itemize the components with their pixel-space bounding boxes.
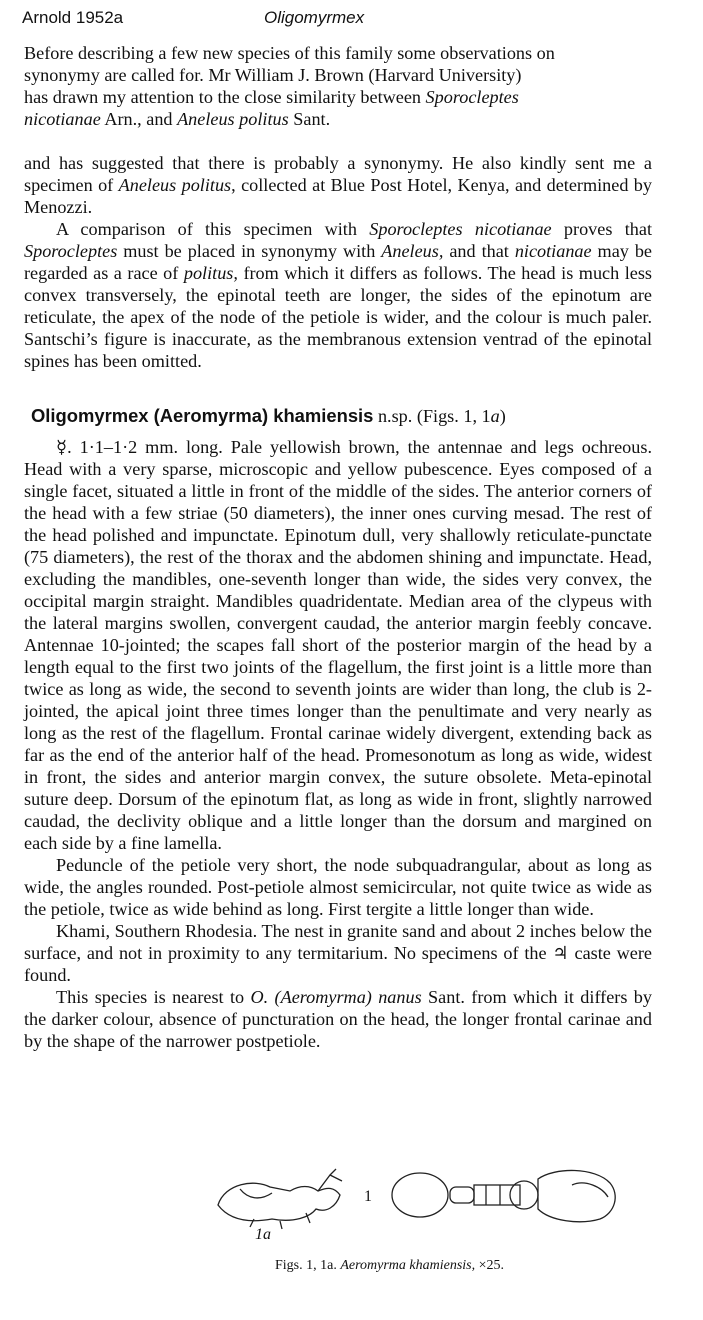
running-header-author: Arnold 1952a <box>22 8 124 27</box>
description-paragraph: ☿. 1·1–1·2 mm. long. Pale yellowish brown, the antennae and legs ochreous. Head with a very sparse, microscopic and yellow pubescence. Eyes composed of a single facet, situated a little in front of the middle of the sides. The anterior corners of the head with a few striae (50 diameters), the inner ones curving mesad. The rest of the head polished and impunctate. Epinotum dull, very shallowly reticulate-punctate (75 diameters), the rest of the thorax and the abdomen shining and impunctate. Head, excluding the mandibles, one-seventh longer than wide, the sides very convex, the occipital margin straight. Mandibles quadridentate. Median area of the clypeus with the lateral margins swollen, convergent caudad, the anterior margin feebly concave. Antennae 10-jointed; the scapes fall short of the posterior margin of the head by a length equal to the first two joints of the flagellum, the first joint is a little more than twice as long as wide, the second to seventh joints are wider than long, the club is 2-jointed, the apical joint three times longer than the penultimate and very nearly as long as the rest of the flagellum. Frontal carinae widely divergent, extending back as far as the end of the anterior half of the head. Promesonotum as long as wide, widest in front, the sides and anterior margin convex, the suture obsolete. Meta-epinotal suture deep. Dorsum of the epinotum flat, as long as wide in front, slightly narrowed caudad, the declivity oblique and a little longer than the dorsum and margined on each side by a fine lamella. <box>24 437 652 853</box>
species-description <box>24 436 652 1052</box>
locality-paragraph: Khami, Southern Rhodesia. The nest in granite sand and about 2 inches below the surface, and not in proximity to any termitarium. No specimens of the ♃ caste were found. <box>24 921 652 985</box>
intro-line: Before describing a few new species of this family some observations on <box>24 43 555 63</box>
intro-line: synonymy are called for. Mr William J. Brown (Harvard University) <box>24 65 522 85</box>
intro-line: nicotianae Arn., and Aneleus politus Sant. <box>24 109 331 129</box>
synonymy-discussion <box>24 152 652 372</box>
figure-caption: Figs. 1, 1a. Aeromyrma khamiensis, ×25. <box>275 1258 505 1273</box>
intro-line: has drawn my attention to the close similarity between Sporocleptes <box>24 87 519 107</box>
species-name: Oligomyrmex (Aeromyrma) khamiensis <box>31 405 374 426</box>
comparison-paragraph: A comparison of this specimen with Sporocleptes nicotianae proves that Sporocleptes must be placed in synonymy with Aneleus, and that nicotianae may be regarded as a race of politus, from which it differs as follows. The head is much less convex transversely, the epinotal teeth are longer, the sides of the epinotum are reticulate, the apex of the node of the petiole is wider, and the colour is much paler. Santschi’s figure is inaccurate, as the membranous extension ventrad of the epinotal spines has been omitted. <box>24 219 652 371</box>
petiole-paragraph: Peduncle of the petiole very short, the node subquadrangular, about as long as wide, the angles rounded. Post-petiole almost semicircular, not quite twice as wide as the petiole, twice as wide behind as long. First tergite a little longer than wide. <box>24 855 652 919</box>
synonymy-paragraph: and has suggested that there is probably a synonymy. He also kindly sent me a specimen of Aneleus politus, collected at Blue Post Hotel, Kenya, and determined by Menozzi. <box>24 153 652 217</box>
ant-figure <box>210 1165 630 1255</box>
figure-label-1: 1 <box>364 1188 372 1205</box>
figure-1-dorsal <box>392 1170 615 1221</box>
species-heading: Oligomyrmex (Aeromyrma) khamiensis n.sp. (Figs. 1, 1a) <box>31 405 506 426</box>
figure-label-1a: 1a <box>255 1226 271 1243</box>
affinity-paragraph: This species is nearest to O. (Aeromyrma) nanus Sant. from which it differs by the darker colour, absence of puncturation on the head, the longer frontal carinae and by the shape of the narrower postpetiole. <box>24 987 652 1051</box>
intro-paragraph <box>24 42 652 130</box>
figure-1a-profile <box>218 1169 342 1229</box>
running-header-genus: Oligomyrmex <box>264 8 365 27</box>
